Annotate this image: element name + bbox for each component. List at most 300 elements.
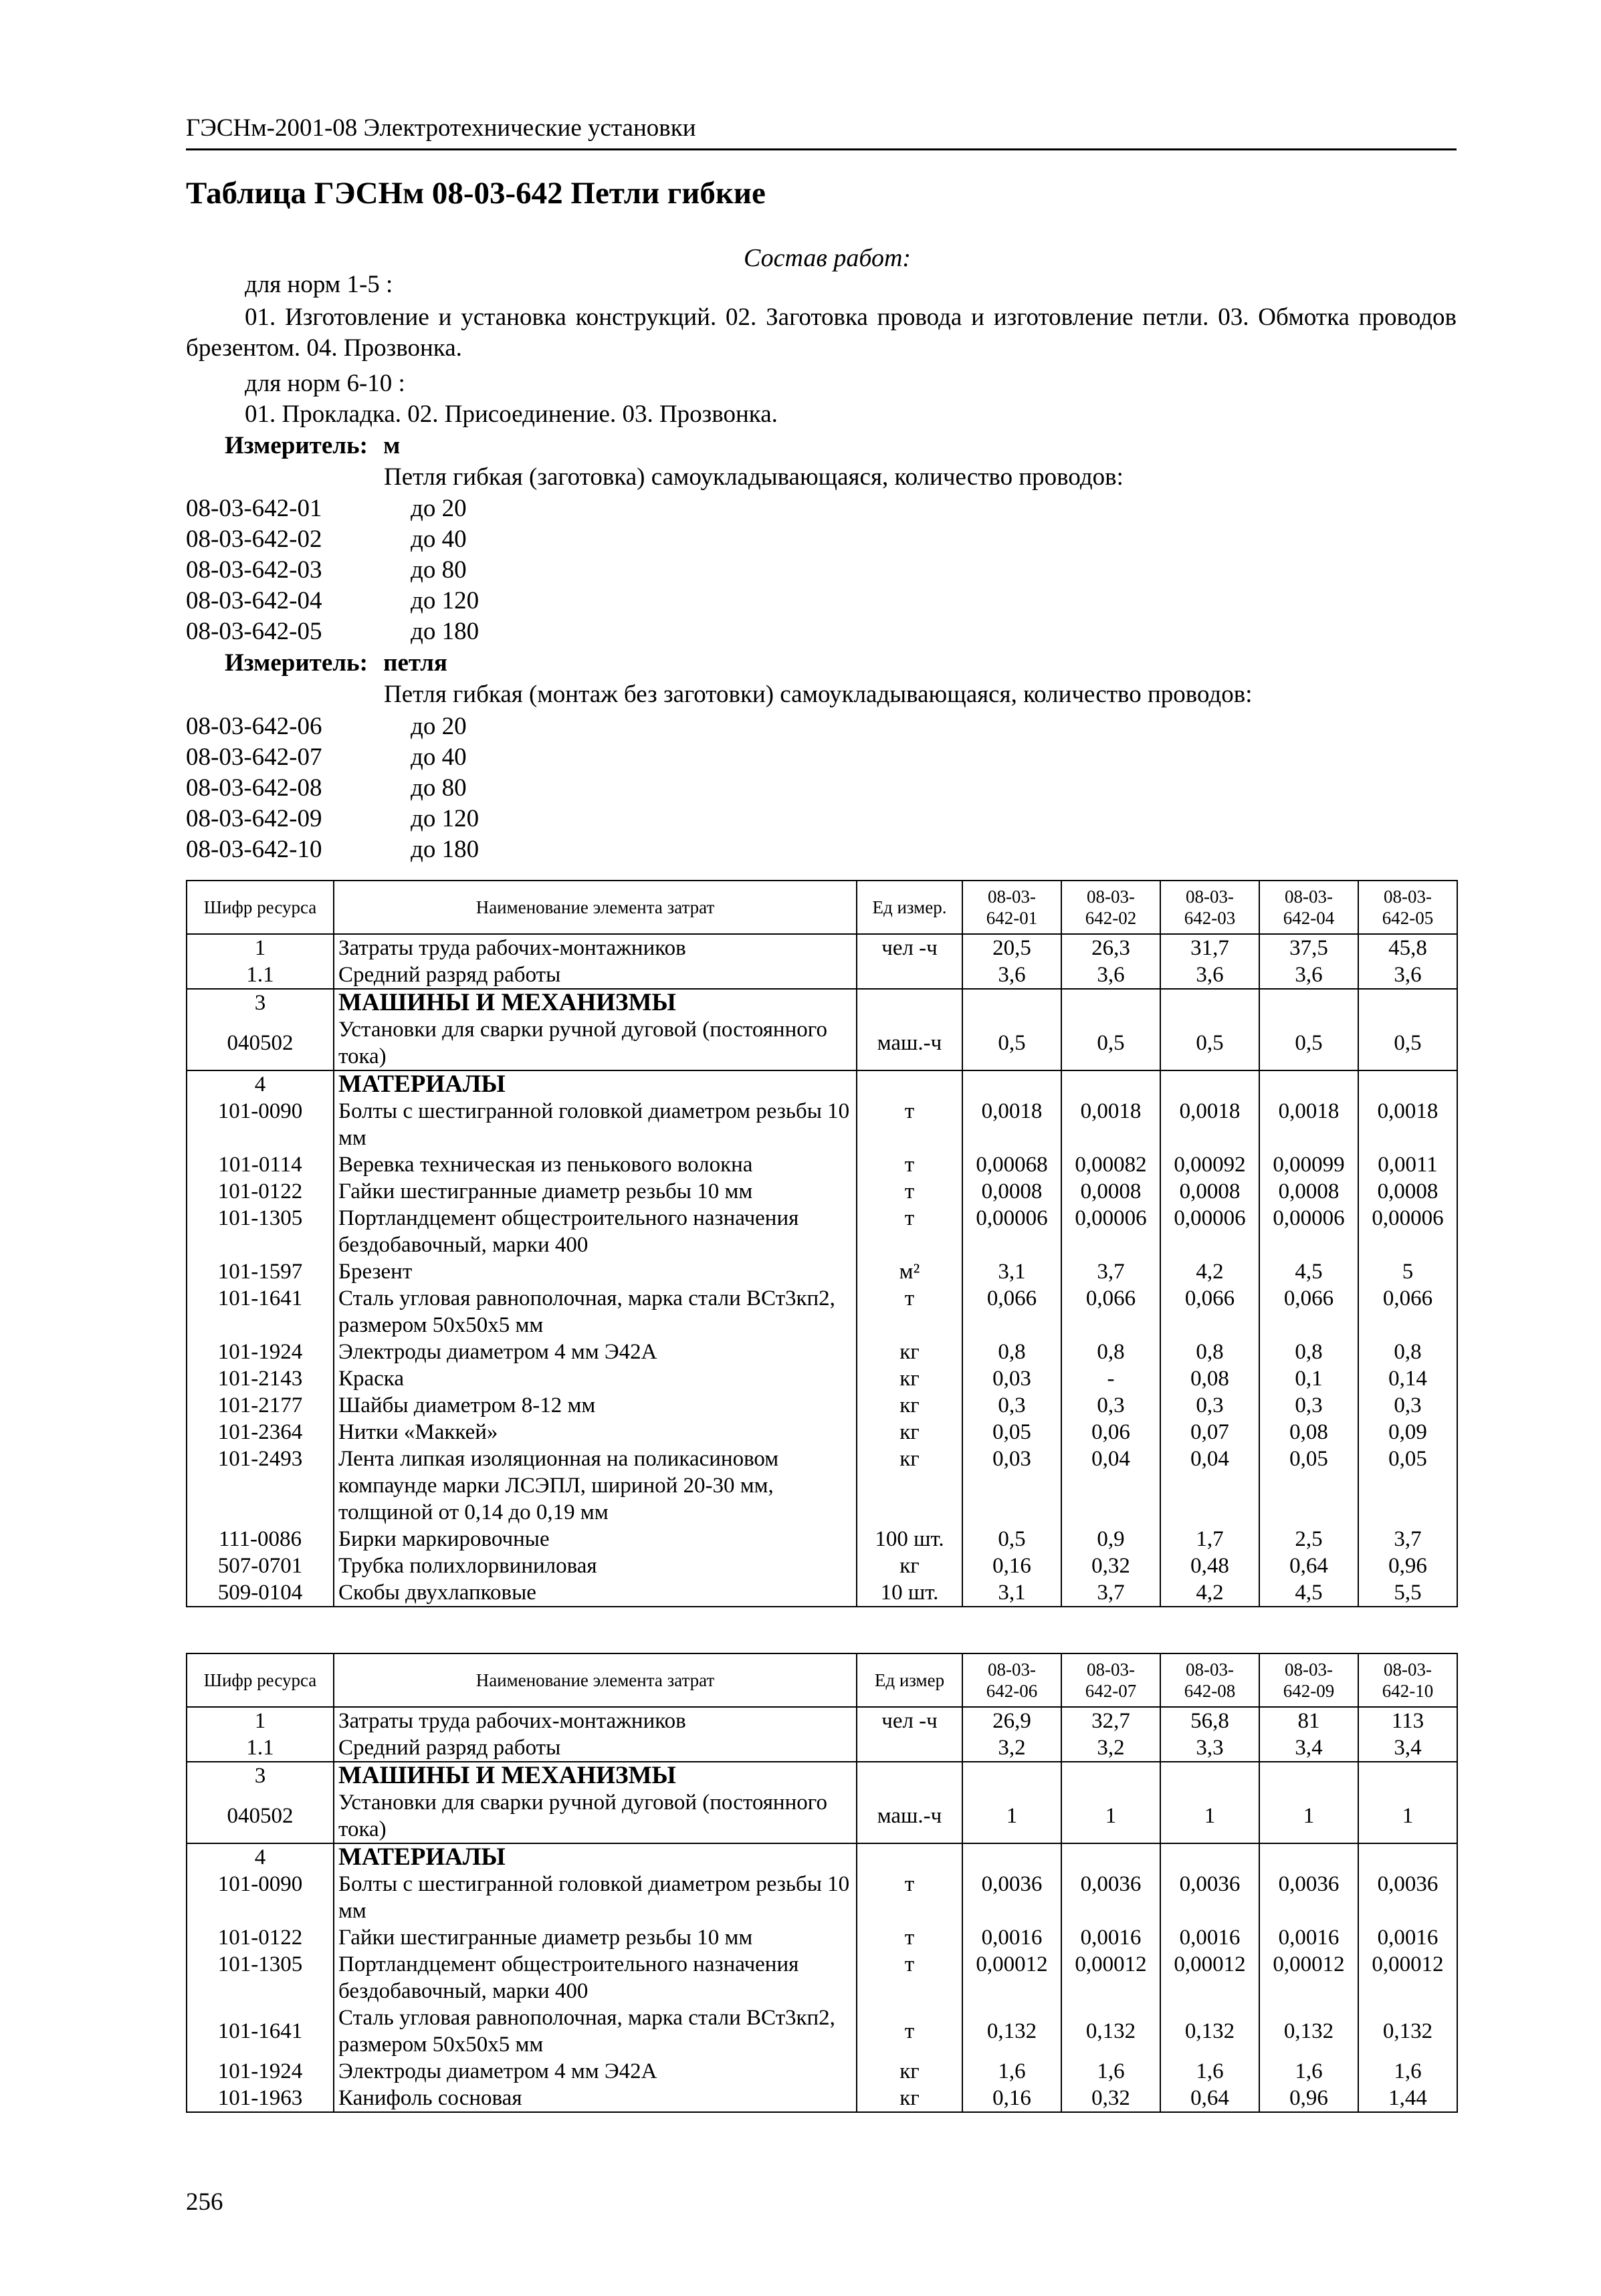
- resource-code-cell: 101-1305: [187, 1951, 334, 2004]
- col-header-norm: 08-03- 642-06: [962, 1653, 1061, 1707]
- norm-value-cell: 0,03: [962, 1365, 1061, 1392]
- norm-value-cell: 0,5: [962, 1526, 1061, 1553]
- table-row: [187, 1016, 1457, 1070]
- norm-value-cell: 56,8: [1160, 1707, 1259, 1734]
- norm-value-cell: 0,5: [962, 1016, 1061, 1070]
- norm-value-cell: 1: [1061, 1789, 1160, 1843]
- norm-value: до 40: [411, 743, 467, 771]
- norm-value-cell: 1,6: [1160, 2058, 1259, 2085]
- col-header-norm: 08-03- 642-09: [1259, 1653, 1358, 1707]
- norm-value-cell: 0,32: [1061, 2085, 1160, 2112]
- norm-value-cell: 0,14: [1358, 1365, 1457, 1392]
- table-row: [187, 1205, 1457, 1258]
- norm-value-cell: [1160, 1070, 1259, 1098]
- resource-code-cell: 101-1305: [187, 1205, 334, 1258]
- resource-code-cell: 101-0122: [187, 1924, 334, 1951]
- table-row: [187, 1843, 1457, 1871]
- table-row: [187, 1871, 1457, 1924]
- resource-code-cell: 101-1641: [187, 1285, 334, 1339]
- norm-value-cell: 0,00099: [1259, 1151, 1358, 1178]
- cost-element-name-cell: Веревка техническая из пенькового волокна: [334, 1151, 857, 1178]
- norm-value-cell: 26,3: [1061, 934, 1160, 961]
- norm-value-cell: 3,2: [962, 1734, 1061, 1762]
- unit-cell: т: [857, 1205, 962, 1258]
- norm-value-cell: 3,6: [1259, 961, 1358, 989]
- cost-element-name-cell: Портландцемент общестроительного назначения бездобавочный, марки 400: [334, 1205, 857, 1258]
- norm-value-cell: 3,6: [1160, 961, 1259, 989]
- norm-value-cell: 4,2: [1160, 1579, 1259, 1607]
- norm-value-cell: 1: [962, 1789, 1061, 1843]
- measure2-label-text: Измеритель:: [225, 649, 368, 677]
- norm-value-cell: 0,9: [1061, 1526, 1160, 1553]
- norm-value-cell: 4,5: [1259, 1258, 1358, 1285]
- measure1-label: [225, 431, 400, 460]
- norm-value-cell: 5: [1358, 1258, 1457, 1285]
- col-header-norm: 08-03- 642-10: [1358, 1653, 1457, 1707]
- resource-code-cell: 3: [187, 1762, 334, 1789]
- table-row: [187, 2004, 1457, 2058]
- cost-element-name-cell: Затраты труда рабочих-монтажников: [334, 1707, 857, 1734]
- col-header-code: Шифр ресурса: [187, 881, 334, 934]
- norm-value-cell: 0,3: [962, 1392, 1061, 1419]
- norm-value-cell: 0,0011: [1358, 1151, 1457, 1178]
- norm-value-cell: 3,7: [1061, 1258, 1160, 1285]
- unit-cell: [857, 961, 962, 989]
- unit-cell: кг: [857, 1365, 962, 1392]
- norm-value-cell: 81: [1259, 1707, 1358, 1734]
- norm-value-cell: 4,2: [1160, 1258, 1259, 1285]
- measure1-label-text: Измеритель:: [225, 432, 368, 459]
- norm-value-cell: 0,0016: [1061, 1924, 1160, 1951]
- norm-value-cell: -: [1061, 1365, 1160, 1392]
- resource-code-cell: 040502: [187, 1016, 334, 1070]
- resource-code-cell: 509-0104: [187, 1579, 334, 1607]
- norm-value-cell: 0,00092: [1160, 1151, 1259, 1178]
- norm-value-cell: 0,8: [1358, 1339, 1457, 1365]
- table-row: [187, 2058, 1457, 2085]
- norm-value-cell: 0,3: [1061, 1392, 1160, 1419]
- col-header-unit: Ед измер: [857, 1653, 962, 1707]
- norm-value-cell: 0,16: [962, 1553, 1061, 1579]
- norm-code: 08-03-642-02: [186, 526, 322, 553]
- norm-code: 08-03-642-01: [186, 495, 322, 522]
- resource-code-cell: 101-2493: [187, 1446, 334, 1526]
- table-row: [187, 1553, 1457, 1579]
- table-row: [187, 1579, 1457, 1607]
- norm-value: до 80: [411, 556, 467, 584]
- cost-element-name-cell: Болты с шестигранной головкой диаметром резьбы 10 мм: [334, 1098, 857, 1151]
- cost-element-name-cell: Портландцемент общестроительного назначения бездобавочный, марки 400: [334, 1951, 857, 2004]
- norm-value-cell: 0,00082: [1061, 1151, 1160, 1178]
- norm-code: 08-03-642-08: [186, 774, 322, 802]
- norm-value-cell: 0,8: [1061, 1339, 1160, 1365]
- norm-code: 08-03-642-04: [186, 587, 322, 614]
- norm-value-cell: 0,066: [1259, 1285, 1358, 1339]
- cost-element-name-cell: Гайки шестигранные диаметр резьбы 10 мм: [334, 1924, 857, 1951]
- cost-element-name-cell: Шайбы диаметром 8-12 мм: [334, 1392, 857, 1419]
- norm-value-cell: 0,00012: [962, 1951, 1061, 2004]
- cost-element-name-cell: Трубка полихлорвиниловая: [334, 1553, 857, 1579]
- cost-element-name-cell: Лента липкая изоляционная на поликасиновом компаунде марки ЛСЭПЛ, шириной 20-30 мм, толщиной от 0,14 до 0,19 мм: [334, 1446, 857, 1526]
- norm-value-cell: [1358, 989, 1457, 1016]
- norm-value-cell: 0,96: [1358, 1553, 1457, 1579]
- unit-cell: чел -ч: [857, 934, 962, 961]
- norm-value-cell: 1,6: [962, 2058, 1061, 2085]
- table-row: [187, 1951, 1457, 2004]
- norm-value-cell: [1358, 1762, 1457, 1789]
- composition-group1-label: для норм 1-5 :: [245, 271, 393, 298]
- unit-cell: т: [857, 1924, 962, 1951]
- table-row: [187, 1734, 1457, 1762]
- resource-code-cell: 101-0090: [187, 1098, 334, 1151]
- norm-value-cell: 0,3: [1259, 1392, 1358, 1419]
- norm-value-cell: [1061, 1762, 1160, 1789]
- norm-value-cell: 0,1: [1259, 1365, 1358, 1392]
- resource-code-cell: 101-1641: [187, 2004, 334, 2058]
- norm-value-cell: 0,96: [1259, 2085, 1358, 2112]
- norm-value-cell: 0,64: [1259, 1553, 1358, 1579]
- header-rule: [186, 148, 1457, 150]
- cost-element-name-cell: МАШИНЫ И МЕХАНИЗМЫ: [334, 989, 857, 1016]
- norm-value-cell: [962, 1843, 1061, 1871]
- resource-code-cell: 3: [187, 989, 334, 1016]
- norm-value-cell: 0,5: [1358, 1016, 1457, 1070]
- norm-value-cell: 1,6: [1259, 2058, 1358, 2085]
- norm-value-cell: 37,5: [1259, 934, 1358, 961]
- resource-code-cell: 507-0701: [187, 1553, 334, 1579]
- norm-value-cell: [1061, 989, 1160, 1016]
- norm-value-cell: 0,00012: [1061, 1951, 1160, 2004]
- norm-value-cell: 3,7: [1358, 1526, 1457, 1553]
- cost-element-name-cell: Нитки «Маккей»: [334, 1419, 857, 1446]
- table-row: [187, 1419, 1457, 1446]
- unit-cell: т: [857, 1178, 962, 1205]
- norm-value-cell: 3,3: [1160, 1734, 1259, 1762]
- norm-value-cell: 0,00006: [1358, 1205, 1457, 1258]
- resource-code-cell: 101-1597: [187, 1258, 334, 1285]
- norm-value: до 180: [411, 836, 479, 863]
- norm-value-cell: 0,132: [962, 2004, 1061, 2058]
- col-header-norm: 08-03- 642-02: [1061, 881, 1160, 934]
- norm-value-cell: 0,132: [1160, 2004, 1259, 2058]
- norm-value-cell: 0,16: [962, 2085, 1061, 2112]
- table-row: [187, 1070, 1457, 1098]
- norm-value-cell: 0,0016: [1358, 1924, 1457, 1951]
- norm-value-cell: 0,06: [1061, 1419, 1160, 1446]
- norm-value-cell: 5,5: [1358, 1579, 1457, 1607]
- resource-code-cell: 4: [187, 1070, 334, 1098]
- norm-value-cell: 0,05: [962, 1419, 1061, 1446]
- norm-value-cell: 0,8: [962, 1339, 1061, 1365]
- unit-cell: кг: [857, 2058, 962, 2085]
- resource-code-cell: 101-1963: [187, 2085, 334, 2112]
- norm-value-cell: 3,2: [1061, 1734, 1160, 1762]
- cost-element-name-cell: Электроды диаметром 4 мм Э42А: [334, 1339, 857, 1365]
- norm-value-cell: 0,5: [1160, 1016, 1259, 1070]
- cost-element-name-cell: Средний разряд работы: [334, 1734, 857, 1762]
- unit-cell: [857, 1734, 962, 1762]
- norm-value-cell: 0,0036: [1061, 1871, 1160, 1924]
- norm-value-cell: 0,05: [1358, 1446, 1457, 1526]
- table-header-row: [187, 881, 1457, 934]
- composition-group2-label: для норм 6-10 :: [245, 370, 405, 397]
- norm-value-cell: 0,066: [1358, 1285, 1457, 1339]
- resource-code-cell: 101-2364: [187, 1419, 334, 1446]
- table-row: [187, 1762, 1457, 1789]
- norm-value-cell: 0,0036: [1259, 1871, 1358, 1924]
- norm-value-cell: [1160, 1843, 1259, 1871]
- norm-value-cell: 0,0008: [962, 1178, 1061, 1205]
- cost-element-name-cell: Средний разряд работы: [334, 961, 857, 989]
- norm-value-cell: 3,7: [1061, 1579, 1160, 1607]
- resource-code-cell: 1.1: [187, 961, 334, 989]
- col-header-norm: 08-03- 642-07: [1061, 1653, 1160, 1707]
- norm-value: до 40: [411, 526, 467, 553]
- norm-value-cell: 0,0018: [1061, 1098, 1160, 1151]
- cost-element-name-cell: Краска: [334, 1365, 857, 1392]
- norm-value-cell: 0,00006: [962, 1205, 1061, 1258]
- norm-value-cell: 0,8: [1160, 1339, 1259, 1365]
- table-row: [187, 1151, 1457, 1178]
- norm-value-cell: 0,0008: [1358, 1178, 1457, 1205]
- unit-cell: кг: [857, 1339, 962, 1365]
- norm-code: 08-03-642-06: [186, 713, 322, 740]
- norm-value-cell: 0,8: [1259, 1339, 1358, 1365]
- cost-element-name-cell: Электроды диаметром 4 мм Э42А: [334, 2058, 857, 2085]
- norm-value-cell: 0,0008: [1259, 1178, 1358, 1205]
- table-row: [187, 1098, 1457, 1151]
- norm-value-cell: 4,5: [1259, 1579, 1358, 1607]
- cost-element-name-cell: МАШИНЫ И МЕХАНИЗМЫ: [334, 1762, 857, 1789]
- norm-value-cell: 0,0036: [1358, 1871, 1457, 1924]
- norm-code: 08-03-642-03: [186, 556, 322, 584]
- norm-value-cell: 32,7: [1061, 1707, 1160, 1734]
- cost-element-name-cell: Скобы двухлапковые: [334, 1579, 857, 1607]
- norm-value-cell: 3,6: [962, 961, 1061, 989]
- norm-value: до 80: [411, 774, 467, 802]
- unit-cell: кг: [857, 1392, 962, 1419]
- norm-value-cell: 0,066: [1061, 1285, 1160, 1339]
- norm-value-cell: 0,5: [1259, 1016, 1358, 1070]
- resource-code-cell: 101-0122: [187, 1178, 334, 1205]
- norm-value-cell: 0,08: [1160, 1365, 1259, 1392]
- table-row: [187, 2085, 1457, 2112]
- norm-value-cell: 20,5: [962, 934, 1061, 961]
- norm-value-cell: [1160, 1762, 1259, 1789]
- table-row: [187, 1178, 1457, 1205]
- norm-value-cell: [1358, 1843, 1457, 1871]
- cost-element-name-cell: Сталь угловая равнополочная, марка стали ВСт3кп2, размером 50x50x5 мм: [334, 2004, 857, 2058]
- table-row: [187, 961, 1457, 989]
- col-header-code: Шифр ресурса: [187, 1653, 334, 1707]
- norm-value-cell: 1,6: [1061, 2058, 1160, 2085]
- norm-value-cell: 1,6: [1358, 2058, 1457, 2085]
- norm-code: 08-03-642-07: [186, 743, 322, 771]
- norm-value-cell: 0,0016: [1259, 1924, 1358, 1951]
- norm-value-cell: 0,0036: [962, 1871, 1061, 1924]
- norm-value-cell: 0,04: [1061, 1446, 1160, 1526]
- col-header-norm: 08-03- 642-08: [1160, 1653, 1259, 1707]
- cost-element-name-cell: Затраты труда рабочих-монтажников: [334, 934, 857, 961]
- norm-value-cell: 0,00006: [1259, 1205, 1358, 1258]
- composition-title: Состав работ:: [744, 244, 912, 272]
- resource-code-cell: 111-0086: [187, 1526, 334, 1553]
- norm-value-cell: 0,0018: [1160, 1098, 1259, 1151]
- norm-value-cell: 1: [1160, 1789, 1259, 1843]
- col-header-norm: 08-03- 642-01: [962, 881, 1061, 934]
- norm-value-cell: 0,5: [1061, 1016, 1160, 1070]
- resource-code-cell: 101-0114: [187, 1151, 334, 1178]
- norm-value-cell: 0,0018: [1259, 1098, 1358, 1151]
- norm-value-cell: 45,8: [1358, 934, 1457, 961]
- col-header-unit: Ед измер.: [857, 881, 962, 934]
- unit-cell: [857, 1843, 962, 1871]
- page-number: 256: [186, 2188, 223, 2216]
- cost-element-name-cell: Брезент: [334, 1258, 857, 1285]
- composition-group2-text: 01. Прокладка. 02. Присоединение. 03. Прозвонка.: [245, 400, 778, 428]
- norm-value-cell: 0,00012: [1259, 1951, 1358, 2004]
- unit-cell: кг: [857, 1419, 962, 1446]
- norm-value-cell: 0,03: [962, 1446, 1061, 1526]
- table-body: [187, 934, 1457, 1607]
- cost-element-name-cell: Установки для сварки ручной дуговой (постоянного тока): [334, 1789, 857, 1843]
- table-row: [187, 989, 1457, 1016]
- unit-cell: кг: [857, 2085, 962, 2112]
- table-row: [187, 1924, 1457, 1951]
- norm-code: 08-03-642-10: [186, 836, 322, 863]
- norm-value-cell: 1,44: [1358, 2085, 1457, 2112]
- norm-value-cell: 113: [1358, 1707, 1457, 1734]
- norm-value: до 120: [411, 805, 479, 832]
- cost-element-name-cell: МАТЕРИАЛЫ: [334, 1070, 857, 1098]
- resource-code-cell: 040502: [187, 1789, 334, 1843]
- cost-element-name-cell: Сталь угловая равнополочная, марка стали ВСт3кп2, размером 50x50x5 мм: [334, 1285, 857, 1339]
- norm-value-cell: 1: [1259, 1789, 1358, 1843]
- norm-value-cell: 3,1: [962, 1258, 1061, 1285]
- unit-cell: т: [857, 1151, 962, 1178]
- table-row: [187, 1392, 1457, 1419]
- cost-element-name-cell: Болты с шестигранной головкой диаметром резьбы 10 мм: [334, 1871, 857, 1924]
- norm-value-cell: 3,6: [1061, 961, 1160, 989]
- norm-value-cell: 0,09: [1358, 1419, 1457, 1446]
- cost-element-name-cell: Бирки маркировочные: [334, 1526, 857, 1553]
- cost-element-name-cell: МАТЕРИАЛЫ: [334, 1843, 857, 1871]
- norm-value-cell: [1061, 1070, 1160, 1098]
- norm-value-cell: [1259, 1843, 1358, 1871]
- norm-value-cell: 0,07: [1160, 1419, 1259, 1446]
- unit-cell: т: [857, 1871, 962, 1924]
- cost-element-name-cell: Установки для сварки ручной дуговой (постоянного тока): [334, 1016, 857, 1070]
- norm-value-cell: 0,04: [1160, 1446, 1259, 1526]
- resource-code-cell: 101-0090: [187, 1871, 334, 1924]
- table-row: [187, 1258, 1457, 1285]
- unit-cell: [857, 1070, 962, 1098]
- norm-value-cell: 3,4: [1259, 1734, 1358, 1762]
- norm-value-cell: 2,5: [1259, 1526, 1358, 1553]
- unit-cell: т: [857, 1098, 962, 1151]
- norm-value-cell: 3,6: [1358, 961, 1457, 989]
- table-title: Таблица ГЭСНм 08-03-642 Петли гибкие: [186, 176, 766, 211]
- norm-value-cell: 0,08: [1259, 1419, 1358, 1446]
- resource-table-1: [186, 880, 1458, 1607]
- resource-table-2: [186, 1653, 1458, 2113]
- norm-value-cell: 0,32: [1061, 1553, 1160, 1579]
- col-header-norm: 08-03- 642-04: [1259, 881, 1358, 934]
- norm-value-cell: 0,48: [1160, 1553, 1259, 1579]
- norm-value-cell: 0,066: [1160, 1285, 1259, 1339]
- norm-value-cell: [1259, 989, 1358, 1016]
- cost-element-name-cell: Канифоль сосновая: [334, 2085, 857, 2112]
- resource-code-cell: 101-1924: [187, 2058, 334, 2085]
- norm-value: до 120: [411, 587, 479, 614]
- norm-value-cell: 0,00006: [1061, 1205, 1160, 1258]
- resource-code-cell: 101-2177: [187, 1392, 334, 1419]
- table-row: [187, 1365, 1457, 1392]
- norm-value-cell: 3,4: [1358, 1734, 1457, 1762]
- norm-value-cell: 0,0016: [962, 1924, 1061, 1951]
- table-row: [187, 1446, 1457, 1526]
- table-row: [187, 1339, 1457, 1365]
- norm-value-cell: 0,00006: [1160, 1205, 1259, 1258]
- norm-value-cell: [1259, 1762, 1358, 1789]
- norm-value-cell: 0,3: [1160, 1392, 1259, 1419]
- norm-value-cell: 0,05: [1259, 1446, 1358, 1526]
- norm-value-cell: 1,7: [1160, 1526, 1259, 1553]
- table-body: [187, 1707, 1457, 2112]
- norm-code: 08-03-642-09: [186, 805, 322, 832]
- norm-value-cell: 0,0016: [1160, 1924, 1259, 1951]
- norm-value-cell: 0,132: [1061, 2004, 1160, 2058]
- unit-cell: чел -ч: [857, 1707, 962, 1734]
- unit-cell: маш.-ч: [857, 1789, 962, 1843]
- running-head: ГЭСНм-2001-08 Электротехнические установки: [186, 114, 696, 142]
- norm-value-cell: 0,0008: [1160, 1178, 1259, 1205]
- norm-value-cell: 3,1: [962, 1579, 1061, 1607]
- unit-cell: [857, 1762, 962, 1789]
- norm-value-cell: 0,066: [962, 1285, 1061, 1339]
- norm-value: до 180: [411, 618, 479, 645]
- unit-cell: т: [857, 1285, 962, 1339]
- resource-code-cell: 1: [187, 934, 334, 961]
- unit-cell: т: [857, 2004, 962, 2058]
- norm-value-cell: 0,132: [1259, 2004, 1358, 2058]
- norm-value-cell: 0,0036: [1160, 1871, 1259, 1924]
- table-row: [187, 1789, 1457, 1843]
- unit-cell: м²: [857, 1258, 962, 1285]
- norm-value: до 20: [411, 495, 467, 522]
- norm-value-cell: 0,132: [1358, 2004, 1457, 2058]
- norm-value: до 20: [411, 713, 467, 740]
- norm-value-cell: [962, 989, 1061, 1016]
- unit-cell: кг: [857, 1446, 962, 1526]
- norm-value-cell: 0,0018: [962, 1098, 1061, 1151]
- measure1-unit: м: [383, 432, 401, 459]
- norm-value-cell: [962, 1762, 1061, 1789]
- norm-value-cell: 31,7: [1160, 934, 1259, 961]
- measure2-description: Петля гибкая (монтаж без заготовки) самоукладывающаяся, количество проводов:: [384, 681, 1253, 708]
- norm-value-cell: 0,00068: [962, 1151, 1061, 1178]
- unit-cell: [857, 989, 962, 1016]
- measure1-description: Петля гибкая (заготовка) самоукладывающаяся, количество проводов:: [384, 463, 1124, 491]
- norm-value-cell: 0,00012: [1358, 1951, 1457, 2004]
- table-row: [187, 1526, 1457, 1553]
- measure2-unit: петля: [383, 649, 447, 677]
- norm-value-cell: 0,64: [1160, 2085, 1259, 2112]
- resource-code-cell: 1.1: [187, 1734, 334, 1762]
- norm-value-cell: 1: [1358, 1789, 1457, 1843]
- unit-cell: 100 шт.: [857, 1526, 962, 1553]
- table-header-row: [187, 1653, 1457, 1707]
